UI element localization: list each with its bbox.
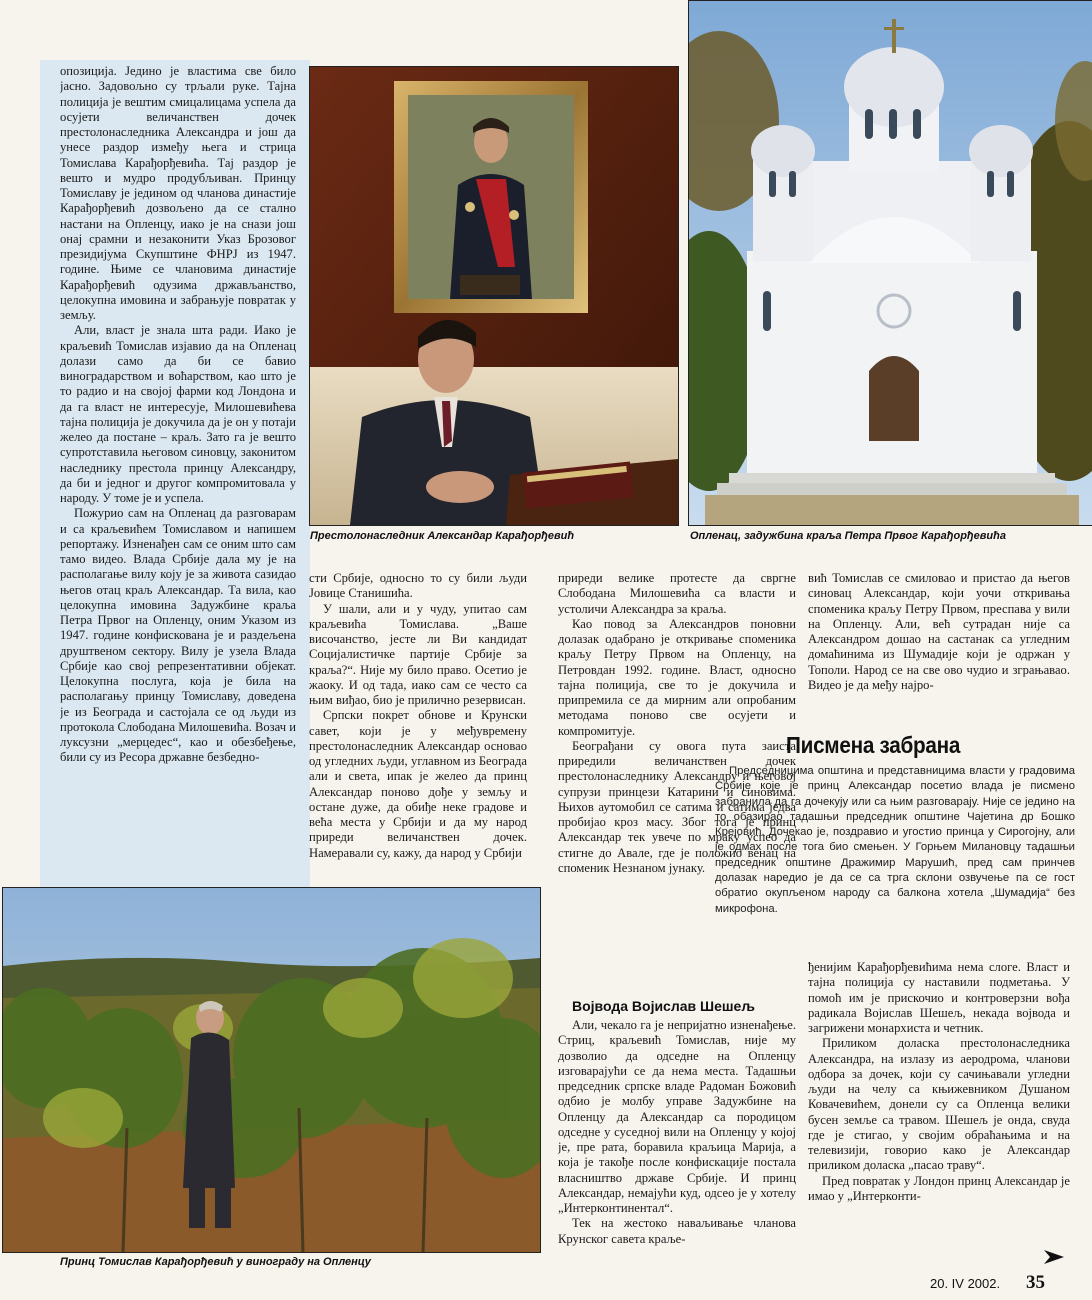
article-column-1 [60, 64, 296, 884]
paragraph: Пред повратак у Лондон принц Александар је имао у „Интерконти- [808, 1173, 1070, 1203]
continue-arrow-icon [1044, 1250, 1064, 1269]
article-column-2 [309, 571, 527, 883]
vineyard-caption: Принц Томислав Карађорђевић у винограду на Опленцу [60, 1256, 371, 1268]
issue-date: 20. IV 2002. [930, 1276, 1001, 1291]
paragraph: Али, власт је знала шта ради. Иако је краљевић Томислав изјавио да на Опленац долази само да би се бавио виноградарством и воћарством, као што је то радио и на својој фарми код Лондона и да га власт не интересује, Милошевићева тајна полиција је докучила да је он у потаји желео да постане – краљ. Зато га је вешто супротставила његовом синовцу, законитом наследнику престола принцу Александру, да би и једног и другог компромитовала у народу. У томе је и успела. [60, 323, 296, 505]
article-column-3-continued [558, 1018, 796, 1298]
paragraph: вић Томислав се смиловао и пристао да његов синовац Александар, који уочи откривања споменика краљу Петру Првом, преспава у вили на Опленцу. Али, већ сутрадан није са Александром дошао на састанак са угледним домаћинима из Шумадије који је одржан у Тополи. Народ се на све ово чудио и зграњавао. Видео је да међу најро- [808, 571, 1070, 692]
paragraph: сти Србије, односно то су били људи Јовице Станишића. [309, 571, 527, 601]
paragraph: У шали, али и у чуду, упитао сам краљевића Томислава. „Ваше височанство, јесте ли Ви кандидат Социјалистичке партије Србије за краља?“. Није му било право. Осетио је жаоку. И од тада, иако сам се често са њим виђао, био је прилично резервисан. [309, 601, 527, 707]
paragraph: Као повод за Александров поновни долазак одабрано је откривање споменика краљу Петру Првом на Опленцу, на Петровдан 1992. године. Власт, односно тајна полиција, све то је докучила и припремила се да мирним али опробаним методама поново све осујети и компромитује. [558, 616, 796, 738]
paragraph: опозиција. Једино је властима све било јасно. Задовољно су трљали руке. Тајна полиција је вештим смицалицама успела да осујети величанствен дочек престолонаследника Александра и још да унесе раздор између њега и стрица Томислава Карађорђевића. Тај раздор је вешто и мудро продубљиван. Принцу Томиславу је једином од чланова династије Карађорђевић дозвољено да се стално настани на Опленцу, иако је на снази још онај срамни и незаконити Указ Брозовог президијума Скупштине ФНРЈ из 1947. године. Њиме се члановима династије Карађорђевић одузима држављанство, целокупна имовина и забрањује повратак у земљу. [60, 64, 296, 322]
vineyard-illustration [3, 888, 540, 1252]
article-column-4-continued [808, 960, 1070, 1272]
paragraph: Пожурио сам на Опленац да разговарам и са краљевићем Томиславом и напишем репортажу. Изненађен сам се оним што сам тамо видео. Влада Србије дала му је на располагање вилу коју је за живота сазидао његов отац краљ Александар. Та вила, као целокупна имовина Задужбине краља Петра Првог на Опленцу, оним Указом из 1947. године конфискована је и раздељена друштвеном сектору. Вилу је узела Влада Србије као свој репрезентативни објекат. Целокупна послуга, која је била на располагању принцу Томиславу, доведена је из Београда и састојала се од људи из протокола Слободана Милошевића. Возач и луксузни „мерцедес“, као и обезбеђење, били су из Ресора државне безбедно- [60, 506, 296, 765]
portrait-photo [309, 66, 679, 526]
paragraph: приреди велике протесте да свргне Слободана Милошевића са власти и устоличи Александра за краља. [558, 571, 796, 616]
article-column-4 [808, 571, 1070, 731]
church-photo [688, 0, 1092, 526]
portrait-illustration [310, 67, 678, 525]
paragraph: Српски покрет обнове и Крунски савет, који је у међувремену престолонаследник Александар основао од угледних људи, углавном из Београда али и света, ипак је желео да принц Александар поново дође у земљу и остане дуже, да обиђе неке градове и већа места у Србији и да му народ приреди величанствен дочек. Намеравали су, кажу, да народ у Србији [309, 708, 527, 860]
sidebar-text [715, 764, 1075, 946]
church-illustration [689, 1, 1092, 525]
paragraph: Тек на жестоко наваљивање чланова Крунског савета краље- [558, 1216, 796, 1246]
section-subhead: Војвода Војислав Шешељ [572, 998, 755, 1014]
sidebar-paragraph: Председницима општина и представницима власти у градовима Србије које је принц Александар посетио влада је писмено забранила да га дочекују или са њим разговарају. Није се једино на то обазирао тадашњи председник општине Чајетина др Бошко Крејовић. Дочекао је, поздравио и угостио принца у Сирогојну, али је одмах после тога био смењен. У Горњем Милановцу тадашњи председник општине Дражимир Марушић, пред сам принчев долазак наредио је да се са трга склони озвучење па се гост обратио окупљеном народу са балкона хотела „Шумадија“ без микрофона. [715, 765, 1075, 915]
sidebar-title: Писмена забрана [786, 732, 961, 758]
vineyard-photo [2, 887, 541, 1253]
portrait-caption: Престолонаследник Александар Карађорђевић [310, 530, 575, 542]
page-number: 35 [1026, 1272, 1045, 1293]
paragraph: ђенијим Карађорђевићима нема слоге. Власт и тајна полиција су наставили подметања. У помоћ им је прискочио и контроверзни вођа радикала Војислав Шешељ, некада војвода и загрижени монархиста и четник. [808, 960, 1070, 1035]
paragraph: Али, чекало га је непријатно изненађење. Стриц, краљевић Томислав, није му дозволио да одседне на Опленцу изговарајући се да нема места. Тадашњи председник српске владе Радоман Божовић одбио је молбу управе Задужбине на Опленцу да Александар са породицом одседне у суседној вили на Опленцу у којој је, пре рата, боравила краљица Марија, а која је такође после конфискације постала власништво државе Србије. И принц Александар, немајући куд, одсео је у хотелу „Интерконтинентал“. [558, 1018, 796, 1215]
church-caption: Опленац, задужбина краља Петра Првог Карађорђевића [690, 530, 1006, 542]
paragraph: Приликом доласка престолонаследника Александра, на излазу из аеродрома, чланови одбора за дочек, који су сачињавали угледни људи на челу са књижевником Душаном Ковачевићем, донели су са Опленца велики бусен земље са травом. Шешељ је онда, свуда где је стигао, у својим обраћањима и на телевизији, говорио како је Александар приликом доласка „пасао траву“. [808, 1036, 1070, 1173]
paragraph: Београђани су овога пута заиста приредили величанствен дочек престолонаследнику Александру и његовој супрузи принцези Катарини и синовима. Њихов аутомобил се сатима и сатима једва пробијао кроз масу. Због тога је принц Александар тек увече по мраку успео да стигне до Авале, где је положио венац на споменик Незнаном јунаку. [558, 738, 796, 875]
